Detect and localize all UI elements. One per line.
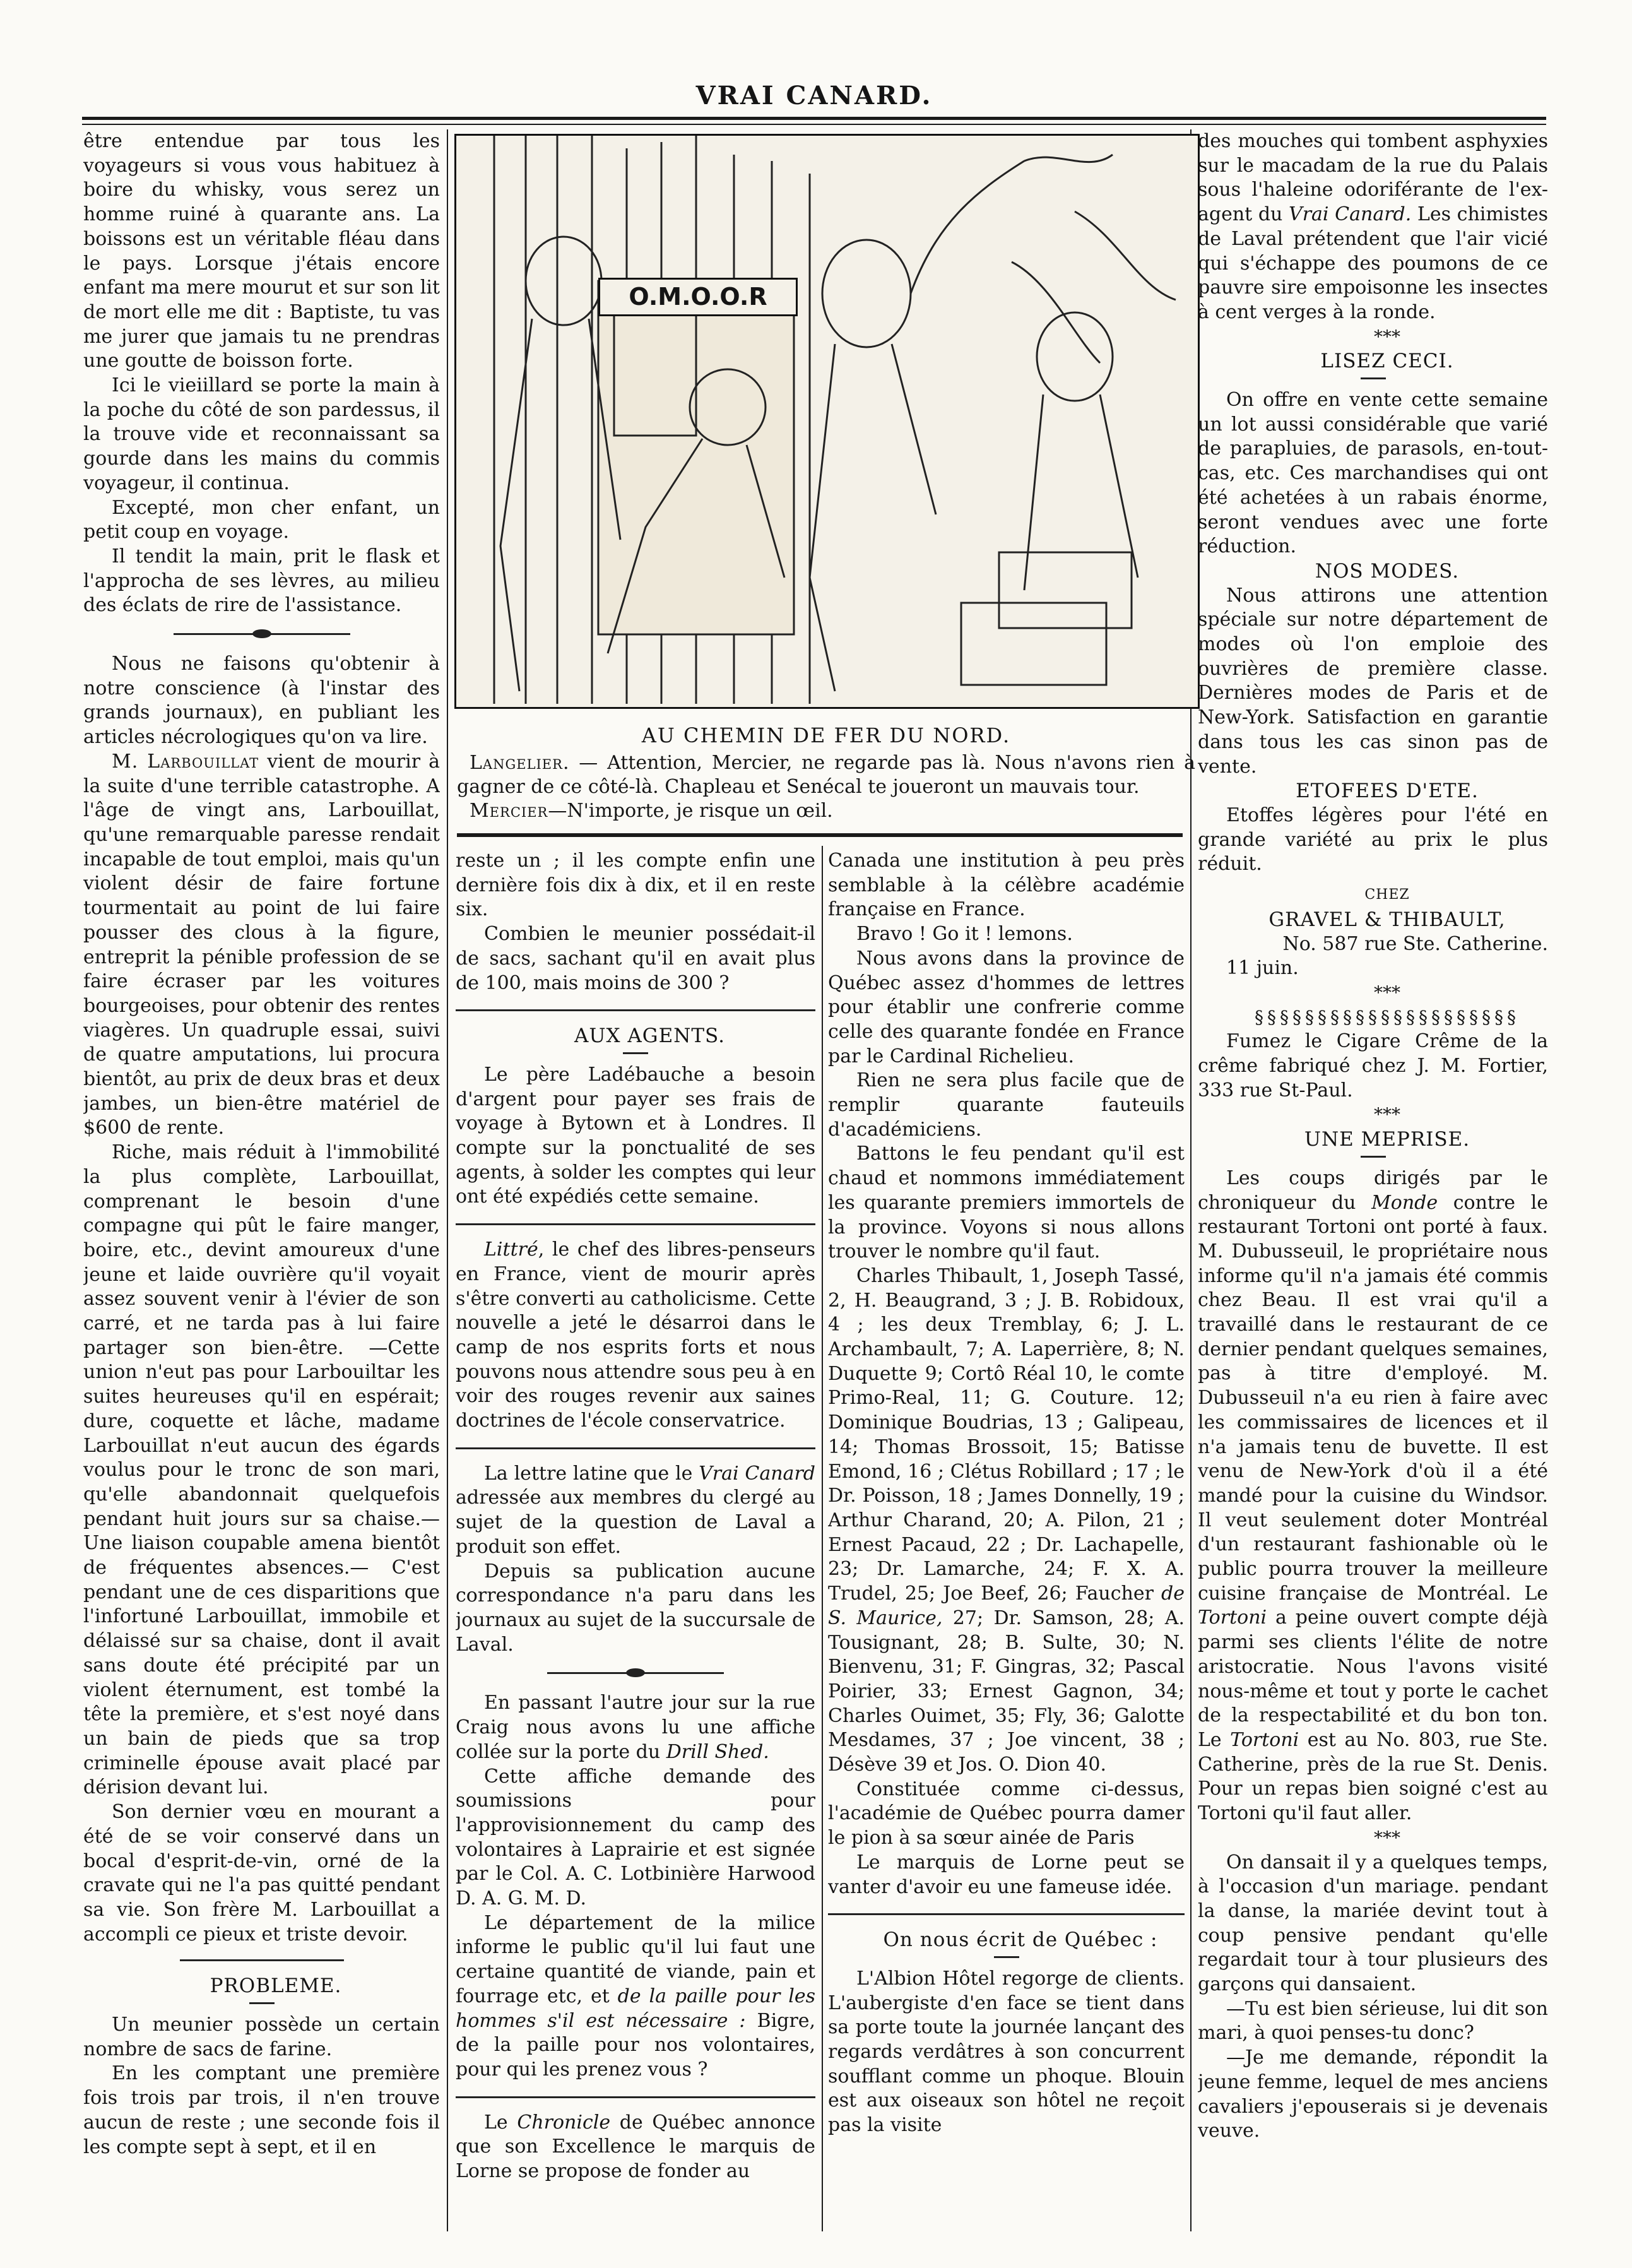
cartoon-drawing [456, 136, 1198, 707]
asterism: *** [1374, 982, 1400, 1003]
caption-line-2 [457, 799, 1195, 823]
newspaper-header: VRAI CANARD. [695, 81, 933, 110]
illustration-caption [457, 723, 1195, 823]
ornamental-divider [547, 1668, 724, 1677]
speaker-name: Langelier. [470, 752, 570, 774]
shop-address: No. 587 rue Ste. Catherine. [1282, 932, 1548, 955]
text: Le département de la milice informe le public qu'il lui faut une certaine quantité de viande, pain et fourrage etc, et [456, 1911, 815, 2007]
chez-label: CHEZ [1364, 887, 1410, 903]
text: 27; Dr. Samson, 28; A. Tousignant, 28; B. Sulte, 30; N. Bienvenu, 31; F. Gingras, 32; Pascal Poirier, 33; Ernest Gagnon, 34; Charles Ouimet, 35; Fly, 36; Galotte Mesdames, 37 ; Joe vincent, 38 ; Désève 39 et Jos. O. Dion 40. [828, 1606, 1185, 1776]
caption-text: — Attention, Mercier, ne regarde pas là. Nous n'avons rien à gagner de ce côté-là. Chapleau et Senécal te joueront un mauvais tour. [457, 752, 1195, 798]
short-rule [994, 1956, 1019, 1958]
col3-paragraph: Canada une institution à peu près semblable à la célèbre académie française en France. [828, 850, 1185, 921]
col1-paragraph: Son dernier vœu en mourant a été de se voir conservé dans un bocal d'esprit-de-vin, orné de la cravate qui ne l'a pas quitté pendant sa vie. Son frère M. Larbouillat a accompli ce pieux et triste devoir. [83, 1801, 440, 1945]
col3-paragraph: L'Albion Hôtel regorge de clients. L'aubergiste d'en face se tient dans sa porte toute la journée lançant des regards verdâtres à son concurrent soufflant comme un phoque. Blouin est aux oiseaux son hôtel ne reçoit pas la visite [828, 1967, 1185, 2137]
column-2 [456, 849, 815, 2231]
section-divider [456, 1447, 815, 1449]
col4-paragraph: —Je me demande, répondit la jeune femme, lequel de mes anciens cavaliers j'epouserais si je devenais veuve. [1198, 2046, 1548, 2142]
col1-paragraph: être entendue par tous les voyageurs si vous vous habituez à boire du whisky, vous serez un homme ruiné à quarante ans. La boissons est un véritable fléau dans le pays. Lorsque j'étais encore enfant ma mere mourut et sur son lit de mort elle me dit : Baptiste, tu vas me jurer que jamais tu ne prendras une goutte de boisson forte. [83, 130, 440, 372]
text: Charles Thibault, 1, Joseph Tassé, 2, H. Beaugrand, 3 ; J. B. Robidoux, 4 ; les deux Tremblay, 6; J. L. Archambault, 7; A. Laperrière, 8; N. Duquette 9; Cortô Réal 10, le comte Primo-Real, 11; G. Couture. 12; Dominique Boudrias, 13 ; Galipeau, 14; Thomas Brossoit, 15; Batisse Emond, 16 ; Clétus Robillard ; 17 ; le Dr. Poisson, 18 ; James Donnelly, 19 ; Arthur Charand, 20; A. Pilon, 21 ; Ernest Pacaud, 22 ; Dr. Lachapelle, 23; Dr. Lamarche, 24; F. X. A. Trudel, 25; Joe Beef, 26; Faucher [828, 1264, 1185, 1605]
italic-title: Vrai Canard [699, 1462, 815, 1485]
heading-quebec: On nous écrit de Québec : [883, 1928, 1158, 1952]
col4-paragraph: Nous attirons une attention spéciale sur notre département de modes où l'on emploie des ouvrières de première classe. Dernières modes de Paris et de New-York. Satisfaction en garantie dans tous les cas sinon pas de vente. [1198, 584, 1548, 778]
col4-paragraph: —Tu est bien sérieuse, lui dit son mari, à quoi penses-tu donc? [1198, 1997, 1548, 2045]
col1-paragraph: Excepté, mon cher enfant, un petit coup en voyage. [83, 496, 440, 543]
cartoon-illustration [454, 134, 1200, 709]
column-3 [828, 849, 1185, 2231]
col1-paragraph: Riche, mais réduit à l'immobilité la plus complète, Larbouillat, comprenant le besoin d'une compagne qui pût le faire manger, boire, etc., devint amoureux d'une jeune et laide ouvrière qu'il voyait assez souvent venir à l'évier de son carré, et ne tarda pas à lui faire partager son bien-être. —Cette union n'eut pas pour Larbouiltar les suites heureuses qu'il en espérait; dure, coquette et lâche, madame Larbouillat n'eut aucun des égards voulus pour le tronc de son mari, qu'elle abandonnait quelquefois pendant huit jours sur sa chaise.— Une liaison coupable amena bientôt de fréquentes absences.— C'est pendant une de ces disparitions que l'infortuné Larbouillat, immobile et délaissé sur sa chaise, dont il avait sans doute été précipité par un violent éternument, est tombé la tête la première, et s'est noyé dans un bain de pieds que sa trop criminelle épouse avait placé par dérision devant lui. [83, 1141, 440, 1799]
asterism: *** [1374, 326, 1400, 347]
shop-name: GRAVEL & THIBAULT, [1268, 908, 1506, 931]
heading-etofees: ETOFEES D'ETE. [1296, 780, 1479, 803]
header-rule-thick [82, 117, 1546, 120]
col2-paragraph [456, 2111, 815, 2184]
text: Bigre, de la paille pour nos volontaires, pour qui les prenez vous ? [456, 2009, 815, 2081]
obituary-name: M. Larbouillat [112, 750, 259, 773]
col2-paragraph: reste un ; il les compte enfin une dernière fois dix à dix, et il en reste six. [456, 850, 815, 921]
text: Le [484, 2111, 517, 2134]
col2-paragraph [456, 1691, 815, 1764]
col4-paragraph [1198, 1167, 1548, 1826]
section-divider [180, 1959, 344, 1961]
text: adressée aux membres du clergé au sujet de la question de Laval a produit son effet. [456, 1487, 815, 1558]
col2-paragraph: Le père Ladébauche a besoin d'argent pour payer ses frais de voyage à Bytown et à Londres. Il compte sur la ponctualité de ses agents, à solder les comptes qui leur ont été expédiés cette semaine. [456, 1063, 815, 1208]
italic-text: de la paille pour les hommes s'il est nécessaire : [456, 1985, 815, 2032]
text: a peine ouvert compte déjà parmi ses clients l'élite de notre aristocratie. Nous l'avons visité nous-même et tout y porte le cachet de la respectabilité et du bon ton. Le [1198, 1606, 1548, 1751]
short-rule [1361, 377, 1386, 379]
col3-paragraph [828, 1264, 1185, 1778]
italic-title: Drill Shed. [666, 1740, 769, 1763]
column-rule-3 [822, 846, 823, 2231]
col3-paragraph: Battons le feu pendant qu'il est chaud et nommons immédiatement les quarante premiers immortels de la province. Voyons si nous allons trouver le nombre qu'il faut. [828, 1143, 1185, 1263]
short-rule [249, 2002, 275, 2004]
col4-paragraph [1198, 129, 1548, 325]
text: , le chef des libres-penseurs en France, vient de mourir après s'être converti au catholicisme. Cette nouvelle a jeté le désarroi dans le camp de nos esprits forts et nous pouvons nous attendre sous peu à en voir des rouges revenir aux saines doctrines de l'école conservatrice. [456, 1238, 815, 1432]
section-divider [456, 1009, 815, 1011]
text: En passant l'autre jour sur la rue Craig nous avons lu une affiche collée sur la porte du [456, 1692, 815, 1763]
heading-nos-modes: NOS MODES. [1315, 559, 1460, 583]
col1-paragraph: Un meunier possède un certain nombre de sacs de farine. [83, 2014, 440, 2060]
text: contre le restaurant Tortoni ont porté à faux. M. Dubusseuil, le propriétaire nous informe qu'il n'a jamais été commis chez Beau. Il est vrai qu'il a travaillé dans le restaurant de ce dernier pendant quelques semaines, pas à titre d'employé. M. Dubusseuil n'a eu rien à faire avec les commissaires de licences et il n'a jamais tenu de buvette. Il est venu de New-York d'où il a été mandé pour la cuisine du Windsor. Il veut seulement doter Montréal d'un restaurant fashionable où le public pourra trouver la meilleure cuisine française de Montréal. Le [1198, 1191, 1548, 1605]
col1-paragraph [83, 750, 440, 1141]
asterism: *** [1374, 1104, 1400, 1125]
short-rule [1361, 1156, 1386, 1158]
col1-paragraph: Ici le vieiillard se porte la main à la poche du côté de son pardessus, il la trouve vide et reconnaissant sa gourde dans les mains du commis voyageur, il continua. [83, 374, 440, 494]
col3-paragraph: Nous avons dans la province de Québec assez d'hommes de lettres pour établir une confrerie comme celle des quarante fondée en France par le Cardinal Richelieu. [828, 947, 1185, 1067]
column-rule-1 [447, 129, 448, 2231]
italic-text: de S. Maurice, [828, 1582, 1185, 1629]
col4-paragraph: Fumez le Cigare Crême de la crême fabriqué chez J. M. Fortier, 333 rue St-Paul. [1198, 1030, 1548, 1101]
text: La lettre latine que le [484, 1462, 699, 1485]
col1-paragraph: Nous ne faisons qu'obtenir à notre conscience (à l'instar des grands journaux), en publiant les articles nécrologiques qu'on va lire. [83, 653, 440, 749]
col2-paragraph [456, 1462, 815, 1560]
col3-paragraph: Rien ne sera plus facile que de remplir quarante fauteuils d'académiciens. [828, 1069, 1185, 1141]
italic-title: Monde [1371, 1191, 1438, 1214]
sign-board: O.M.O.O.R [598, 278, 798, 316]
text: des mouches qui tombent asphyxies sur le macadam de la rue du Palais sous l'haleine odoriférante de l'ex-agent du [1198, 130, 1548, 226]
heading-probleme: PROBLEME. [210, 1974, 342, 1998]
text: Les chimistes de Laval prétendent que l'air vicié qui s'échappe des poumons de ce pauvre sire empoisonne les insectes à cent verges à la ronde. [1198, 203, 1548, 323]
col2-paragraph: Cette affiche demande des soumissions pour l'approvisionnement du camp des volontaires à Laprairie et est signée par le Col. A. C. Lotbinière Harwood D. A. G. M. D. [456, 1765, 815, 1910]
italic-title: Chronicle [517, 2111, 611, 2134]
ornament-row: §§§§§§§§§§§§§§§§§§§§§ [1255, 1006, 1520, 1028]
heading-une-meprise: UNE MEPRISE. [1304, 1128, 1470, 1151]
caption-title: AU CHEMIN DE FER DU NORD. [641, 723, 1011, 747]
italic-title: Vrai Canard. [1289, 203, 1412, 226]
short-rule [623, 1052, 648, 1054]
text: de Québec annonce que son Excellence le marquis de Lorne se propose de fonder au [456, 2111, 815, 2183]
col3-paragraph: Le marquis de Lorne peut se vanter d'avoir eu une fameuse idée. [828, 1851, 1185, 1898]
column-1 [83, 129, 440, 2231]
italic-name: Littré [484, 1238, 538, 1261]
obituary-text: vient de mourir à la suite d'une terrible catastrophe. A l'âge de vingt ans, Larbouillat, qu'une remarquable paresse rendait incapable de tout emploi, mais qu'un violent désir de faire fortune tourmentait au point de lui faire pousser des clous à la figure, entreprit la pénible profession de se faire écraser par les voitures bourgeoises, pour obtenir des rentes viagères. Un quadruple essai, suivi de quatre amputations, lui procura bientôt, au prix de deux bras et deux jambes, un bien-être matériel de $600 de rente. [83, 750, 440, 1139]
italic-title: Tortoni [1230, 1729, 1299, 1751]
col4-paragraph: On offre en vente cette semaine un lot aussi considérable que varié de parapluies, de parasols, en-tout-cas, etc. Ces marchandises qui ont été achetées à un rabais énorme, seront vendues avec une forte réduction. [1198, 389, 1548, 558]
ornamental-divider [174, 629, 350, 638]
section-divider [456, 2096, 815, 2098]
col1-paragraph: Il tendit la main, prit le flask et l'approcha de ses lèvres, au milieu des éclats de rire de l'assistance. [83, 545, 440, 617]
col4-paragraph: On dansait il y a quelques temps, à l'occasion d'un mariage. pendant la danse, la mariée devint tout à coup pensive pendant qu'elle regardait tour à tour plusieurs des garçons qui dansaient. [1198, 1851, 1548, 1996]
section-divider [828, 1913, 1185, 1915]
header-rule-thin [82, 124, 1546, 125]
caption-line-1 [457, 751, 1195, 799]
asterism: *** [1374, 1827, 1400, 1848]
col3-paragraph: Bravo ! Go it ! lemons. [856, 923, 1073, 946]
text: Les coups dirigés par le chroniqueur du [1198, 1167, 1548, 1214]
illustration-bottom-rule [457, 833, 1183, 837]
ad-date: 11 juin. [1226, 957, 1299, 980]
section-divider [456, 1223, 815, 1225]
speaker-name: Mercier [470, 800, 548, 822]
heading-aux-agents: AUX AGENTS. [574, 1024, 725, 1048]
col4-paragraph: Etoffes légères pour l'été en grande variété au prix le plus réduit. [1198, 804, 1548, 876]
column-4 [1198, 129, 1548, 2231]
text: est au No. 803, rue Ste. Catherine, près de la rue St. Denis. Pour un repas bien soigné c'est au Tortoni qu'il faut aller. [1198, 1729, 1548, 1825]
col2-paragraph [456, 1911, 815, 2082]
col3-paragraph: Constituée comme ci-dessus, l'académie de Québec pourra damer le pion à sa sœur ainée de Paris [828, 1778, 1185, 1849]
col1-paragraph: En les comptant une première fois trois par trois, il n'en trouve aucun de reste ; une seconde fois il les compte sept à sept, et il en [83, 2062, 440, 2158]
col2-paragraph: Depuis sa publication aucune correspondance n'a paru dans les journaux au sujet de la succursale de Laval. [456, 1560, 815, 1656]
caption-text: —N'importe, je risque un œil. [548, 800, 833, 822]
col2-paragraph [456, 1238, 815, 1434]
col2-paragraph: Combien le meunier possédait-il de sacs, sachant qu'il en avait plus de 100, mais moins de 300 ? [456, 923, 815, 994]
heading-lisez-ceci: LISEZ CECI. [1320, 350, 1454, 373]
italic-title: Tortoni [1198, 1606, 1267, 1629]
